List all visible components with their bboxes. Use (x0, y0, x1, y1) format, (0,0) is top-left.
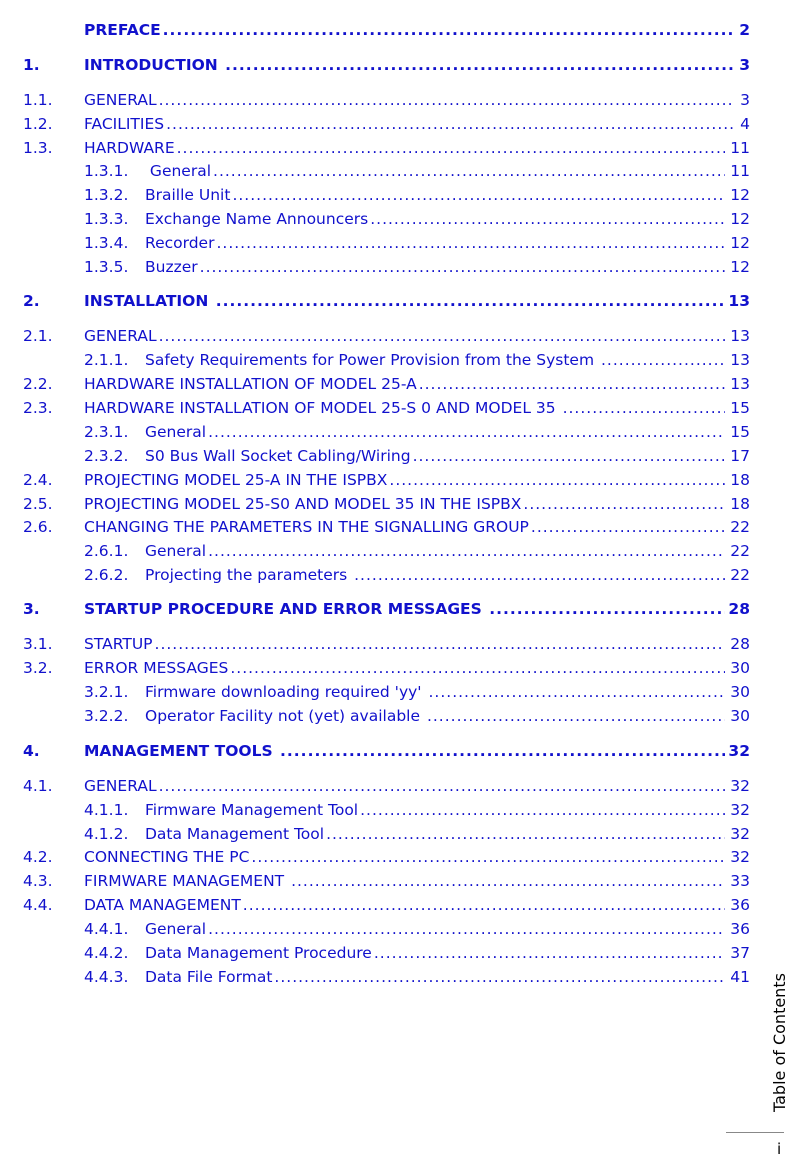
toc-leader-dots (230, 657, 725, 679)
toc-entry[interactable] (0, 89, 808, 111)
toc-entry-page[interactable]: 22 (730, 566, 750, 584)
toc-leader-dots (159, 775, 725, 797)
toc-entry-title[interactable]: Projecting the parameters (145, 566, 353, 584)
toc-entry-title[interactable]: STARTUP PROCEDURE AND ERROR MESSAGES (84, 600, 488, 618)
toc-entry-number: 2.1.1. (84, 351, 129, 369)
toc-entry-number: 1.3.5. (84, 258, 129, 276)
toc-entry[interactable] (0, 469, 808, 491)
toc-entry-page[interactable]: 33 (730, 872, 750, 890)
toc-entry-title[interactable]: FIRMWARE MANAGEMENT (84, 872, 290, 890)
toc-entry-page[interactable]: 30 (730, 659, 750, 677)
toc-entry-number: 4.4.2. (84, 944, 129, 962)
toc-entry-number: 2.4. (23, 471, 53, 489)
toc-leader-dots (232, 184, 725, 206)
toc-entry-number: 2.6. (23, 518, 53, 536)
toc-leader-dots (413, 445, 725, 467)
toc-leader-dots (177, 137, 725, 159)
toc-entry-page[interactable]: 32 (730, 848, 750, 866)
toc-entry-title[interactable]: General (145, 423, 207, 441)
toc-leader-dots (159, 89, 735, 111)
toc-entry-page[interactable]: 32 (728, 742, 750, 760)
toc-entry-page[interactable]: 41 (730, 968, 750, 986)
toc-entry[interactable] (0, 799, 808, 821)
toc-entry-title[interactable]: ERROR MESSAGES (84, 659, 229, 677)
toc-leader-dots (200, 256, 725, 278)
toc-entry[interactable] (0, 657, 808, 679)
toc-entry-page[interactable]: 32 (730, 777, 750, 795)
toc-entry[interactable] (0, 598, 808, 620)
toc-entry[interactable] (0, 740, 808, 762)
toc-leader-dots (208, 918, 725, 940)
toc-entry-page[interactable]: 18 (730, 495, 750, 513)
toc-entry[interactable] (0, 894, 808, 916)
side-label: Table of Contents (770, 973, 789, 1112)
toc-entry-title[interactable]: HARDWARE INSTALLATION OF MODEL 25-A (84, 375, 417, 393)
toc-leader-dots (601, 349, 725, 371)
toc-entry-title[interactable]: GENERAL (84, 777, 157, 795)
toc-entry[interactable] (0, 349, 808, 371)
toc-entry-number: 4.3. (23, 872, 53, 890)
toc-entry[interactable] (0, 160, 808, 182)
toc-entry-page[interactable]: 12 (730, 186, 750, 204)
toc-leader-dots (208, 421, 725, 443)
toc-entry-title[interactable]: General (145, 920, 207, 938)
toc-leader-dots (280, 740, 725, 762)
toc-entry-title[interactable]: GENERAL (84, 91, 157, 109)
toc-entry-number: 1.3.2. (84, 186, 129, 204)
toc-entry-title[interactable]: PREFACE (84, 21, 161, 39)
toc-leader-dots (523, 493, 725, 515)
footer-rule (726, 1132, 784, 1133)
toc-entry-page[interactable]: 22 (730, 542, 750, 560)
toc-entry[interactable] (0, 516, 808, 538)
toc-entry-number: 1.3.4. (84, 234, 129, 252)
toc-entry[interactable] (0, 564, 808, 586)
toc-entry[interactable] (0, 633, 808, 655)
toc-entry[interactable] (0, 942, 808, 964)
toc-entry[interactable] (0, 232, 808, 254)
toc-entry-page[interactable]: 15 (730, 423, 750, 441)
toc-leader-dots (159, 325, 725, 347)
toc-entry-title[interactable]: HARDWARE INSTALLATION OF MODEL 25-S 0 AND MODEL 35 (84, 399, 561, 417)
toc-entry-number: 1.3.1. (84, 162, 129, 180)
toc-entry-number: 1. (23, 56, 40, 74)
toc-entry-title[interactable]: Safety Requirements for Power Provision from the System (145, 351, 599, 369)
toc-entry-number: 4.1. (23, 777, 53, 795)
toc-entry-page[interactable]: 3 (740, 91, 750, 109)
toc-entry[interactable] (0, 290, 808, 312)
toc-leader-dots (216, 290, 725, 312)
toc-entry-number: 2.6.1. (84, 542, 129, 560)
toc-entry-number: 3.2.1. (84, 683, 129, 701)
toc-leader-dots (216, 232, 725, 254)
toc-entry-number: 2.1. (23, 327, 53, 345)
toc-leader-dots (374, 942, 725, 964)
toc-entry[interactable] (0, 256, 808, 278)
toc-entry-number: 1.3.3. (84, 210, 129, 228)
toc-entry-title[interactable]: MANAGEMENT TOOLS (84, 742, 279, 760)
toc-entry-number: 2.6.2. (84, 566, 129, 584)
toc-entry-page[interactable]: 2 (739, 21, 750, 39)
toc-leader-dots (370, 208, 725, 230)
toc-entry[interactable] (0, 184, 808, 206)
toc-entry-title[interactable]: Recorder (145, 234, 215, 252)
toc-leader-dots (563, 397, 725, 419)
toc-entry-number: 4.4.1. (84, 920, 129, 938)
toc-entry[interactable] (0, 113, 808, 135)
toc-entry-title[interactable]: Firmware downloading required 'yy' (145, 683, 427, 701)
toc-entry-number: 3. (23, 600, 40, 618)
toc-entry-page[interactable]: 13 (730, 375, 750, 393)
toc-leader-dots (291, 870, 725, 892)
toc-entry-page[interactable]: 12 (730, 210, 750, 228)
toc-entry[interactable] (0, 373, 808, 395)
toc-leader-dots (225, 54, 735, 76)
toc-entry-number: 3.2. (23, 659, 53, 677)
toc-entry-page[interactable]: 28 (730, 635, 750, 653)
toc-entry[interactable] (0, 918, 808, 940)
toc-entry-number: 1.2. (23, 115, 53, 133)
toc-entry-page[interactable]: 36 (730, 896, 750, 914)
toc-entry[interactable] (0, 325, 808, 347)
toc-entry[interactable] (0, 681, 808, 703)
toc-entry-title[interactable]: Data File Format (145, 968, 273, 986)
toc-entry[interactable] (0, 137, 808, 159)
toc-entry-number: 4.4. (23, 896, 53, 914)
toc-entry-number: 4. (23, 742, 40, 760)
toc-entry-page[interactable]: 28 (728, 600, 750, 618)
toc-leader-dots (489, 598, 725, 620)
toc-entry[interactable] (0, 775, 808, 797)
toc-entry-page[interactable]: 12 (730, 234, 750, 252)
toc-entry-page[interactable]: 11 (730, 139, 750, 157)
toc-entry-title[interactable]: CONNECTING THE PC (84, 848, 250, 866)
toc-entry-number: 2.3.2. (84, 447, 129, 465)
toc-entry-title[interactable]: GENERAL (84, 327, 157, 345)
toc-entry-number: 2.5. (23, 495, 53, 513)
toc-entry-title[interactable]: PROJECTING MODEL 25-A IN THE ISPBX (84, 471, 388, 489)
toc-leader-dots (360, 799, 725, 821)
toc-entry-page[interactable]: 17 (730, 447, 750, 465)
toc-entry[interactable] (0, 397, 808, 419)
toc-entry-title[interactable]: Exchange Name Announcers (145, 210, 369, 228)
toc-leader-dots (531, 516, 725, 538)
toc-leader-dots (419, 373, 725, 395)
toc-entry[interactable] (0, 445, 808, 467)
toc-entry-number: 4.2. (23, 848, 53, 866)
toc-entry-page[interactable]: 4 (740, 115, 750, 133)
toc-entry[interactable] (0, 846, 808, 868)
toc-entry-page[interactable]: 32 (730, 801, 750, 819)
toc-entry-number: 4.1.2. (84, 825, 129, 843)
toc-entry[interactable] (0, 540, 808, 562)
toc-entry-page[interactable]: 36 (730, 920, 750, 938)
toc-entry[interactable] (0, 421, 808, 443)
toc-entry-number: 2.3. (23, 399, 53, 417)
toc-entry-page[interactable]: 30 (730, 683, 750, 701)
toc-entry[interactable] (0, 493, 808, 515)
toc-entry-number: 3.2.2. (84, 707, 129, 725)
toc-entry-title[interactable]: FACILITIES (84, 115, 165, 133)
toc-entry-number: 2.3.1. (84, 423, 129, 441)
toc-entry-title[interactable]: DATA MANAGEMENT (84, 896, 241, 914)
toc-leader-dots (428, 681, 725, 703)
toc-entry-page[interactable]: 30 (730, 707, 750, 725)
toc-entry-page[interactable]: 3 (739, 56, 750, 74)
toc-entry-page[interactable]: 13 (730, 327, 750, 345)
toc-entry-page[interactable]: 15 (730, 399, 750, 417)
toc-entry-title[interactable]: Operator Facility not (yet) available (145, 707, 425, 725)
toc-entry-title[interactable]: Data Management Tool (145, 825, 325, 843)
toc-entry-title[interactable]: HARDWARE (84, 139, 175, 157)
toc-leader-dots (251, 846, 725, 868)
toc-entry-title[interactable]: INSTALLATION (84, 292, 214, 310)
toc-leader-dots (213, 160, 725, 182)
toc-entry-title[interactable]: General (145, 162, 212, 180)
toc-entry-page[interactable]: 32 (730, 825, 750, 843)
toc-entry-title[interactable]: INTRODUCTION (84, 56, 224, 74)
toc-entry-title[interactable]: S0 Bus Wall Socket Cabling/Wiring (145, 447, 411, 465)
toc-entry-number: 1.3. (23, 139, 53, 157)
toc-entry-title[interactable]: Buzzer (145, 258, 198, 276)
toc-entry-page[interactable]: 18 (730, 471, 750, 489)
toc-entry[interactable] (0, 823, 808, 845)
toc-entry-number: 4.4.3. (84, 968, 129, 986)
toc-entry-number: 2. (23, 292, 40, 310)
toc-leader-dots (427, 705, 725, 727)
toc-entry-title[interactable]: CHANGING THE PARAMETERS IN THE SIGNALLING GROUP (84, 518, 529, 536)
toc-entry-title[interactable]: STARTUP (84, 635, 153, 653)
toc-entry-page[interactable]: 22 (730, 518, 750, 536)
toc-entry-page[interactable]: 12 (730, 258, 750, 276)
toc-entry-title[interactable]: Data Management Procedure (145, 944, 372, 962)
toc-leader-dots (166, 113, 735, 135)
toc-leader-dots (155, 633, 725, 655)
toc-leader-dots (243, 894, 725, 916)
toc-entry-page[interactable]: 13 (728, 292, 750, 310)
toc-leader-dots (274, 966, 725, 988)
toc-leader-dots (326, 823, 725, 845)
page-number: i (777, 1140, 782, 1158)
toc-entry[interactable] (0, 870, 808, 892)
toc-entry-title[interactable]: General (145, 542, 207, 560)
toc-entry-page[interactable]: 37 (730, 944, 750, 962)
toc-leader-dots (163, 19, 735, 41)
toc-leader-dots (389, 469, 725, 491)
toc-entry[interactable] (0, 208, 808, 230)
toc-entry-title[interactable]: PROJECTING MODEL 25-S0 AND MODEL 35 IN THE ISPBX (84, 495, 522, 513)
toc-leader-dots (354, 564, 725, 586)
toc-entry-page[interactable]: 11 (730, 162, 750, 180)
toc-entry[interactable] (0, 705, 808, 727)
toc-entry-number: 2.2. (23, 375, 53, 393)
toc-entry-number: 4.1.1. (84, 801, 129, 819)
toc-entry-page[interactable]: 13 (730, 351, 750, 369)
toc-entry-title[interactable]: Firmware Management Tool (145, 801, 359, 819)
toc-entry-number: 1.1. (23, 91, 53, 109)
toc-entry[interactable] (0, 966, 808, 988)
toc-entry-number: 3.1. (23, 635, 53, 653)
toc-entry[interactable] (0, 54, 808, 76)
toc-leader-dots (208, 540, 725, 562)
toc-entry[interactable] (0, 19, 808, 41)
toc-entry-title[interactable]: Braille Unit (145, 186, 231, 204)
